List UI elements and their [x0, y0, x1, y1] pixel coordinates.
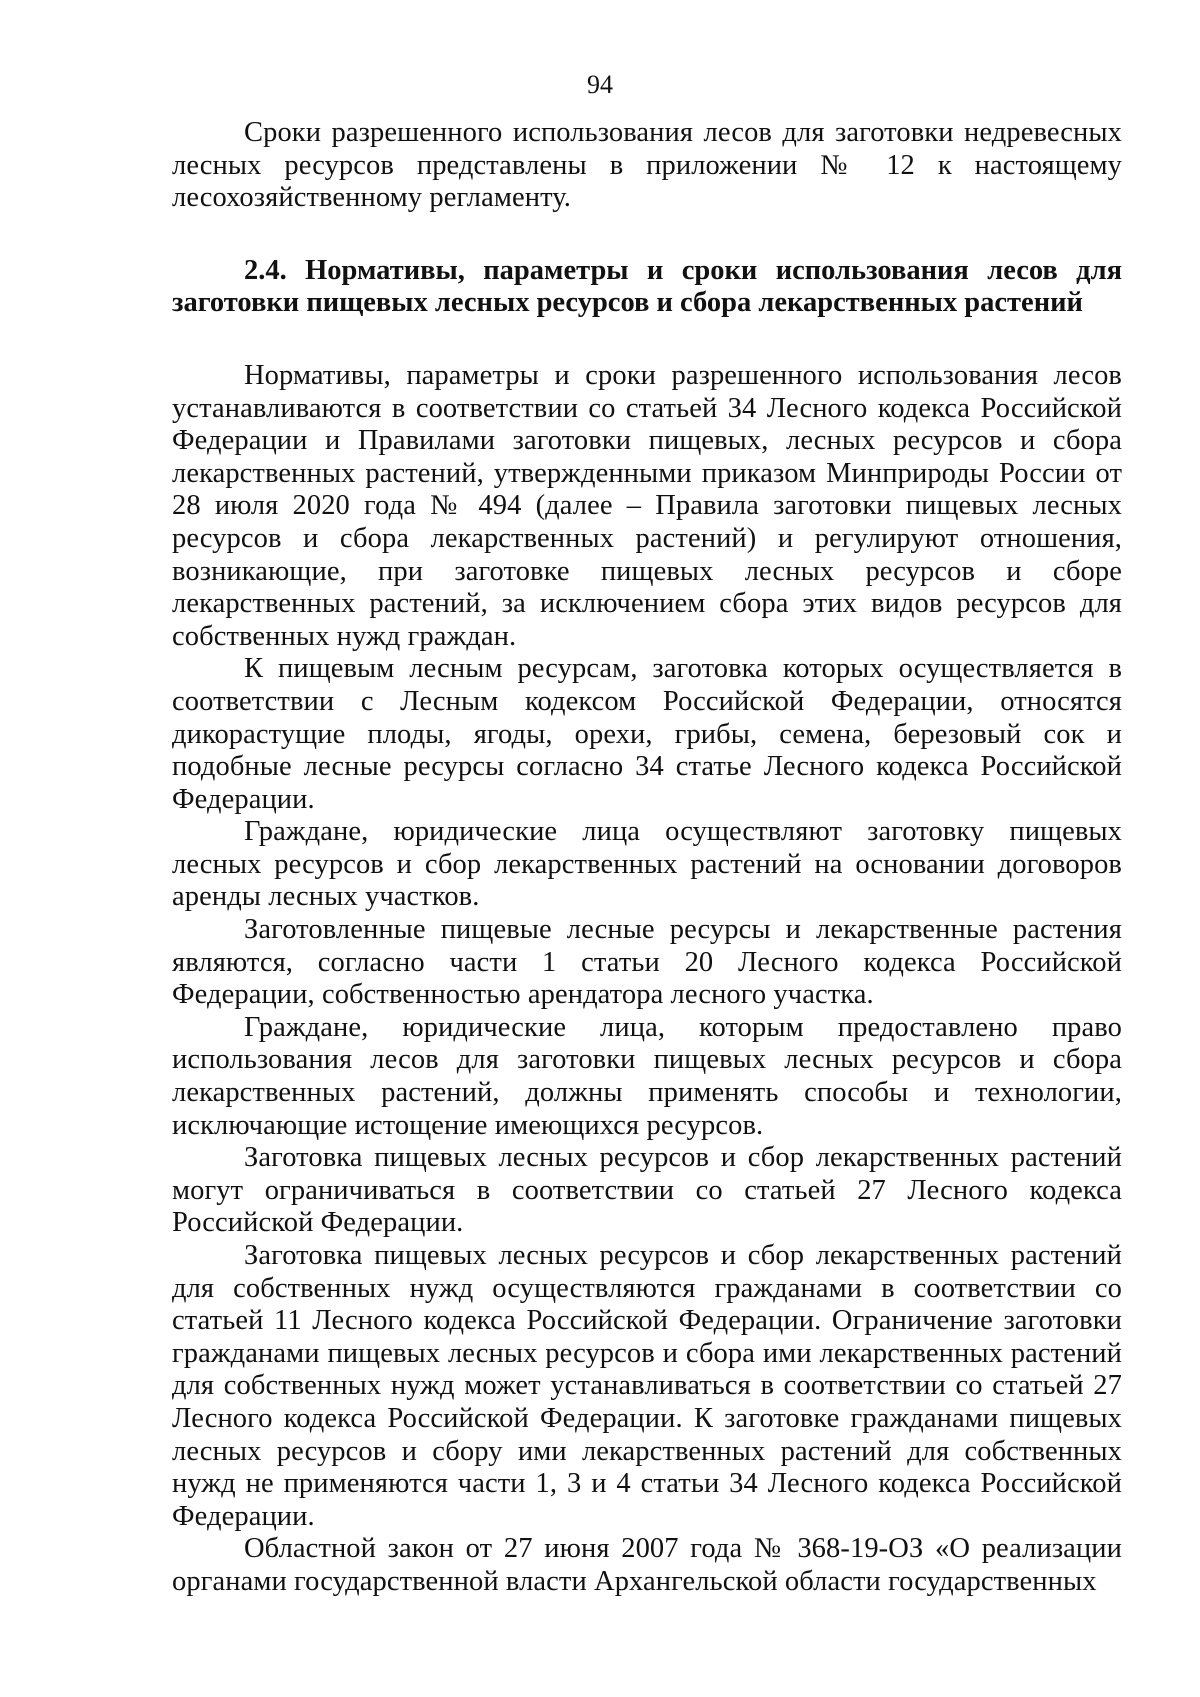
body-paragraph-4: Заготовленные пищевые лесные ресурсы и лекарственные растения являются, согласно части 1 статьи 20 Лесного кодекса Российской Федерации, собственностью арендатора лесного участка.: [172, 914, 1122, 1011]
body-paragraph-6: Заготовка пищевых лесных ресурсов и сбор лекарственных растений могут ограничиваться в соответствии со статьей 27 Лесного кодекса Российской Федерации.: [172, 1142, 1122, 1239]
section-heading: 2.4. Нормативы, параметры и сроки использования лесов для заготовки пищевых лесных ресурсов и сбора лекарственных растений: [172, 254, 1122, 319]
body-paragraph-8: Областной закон от 27 июня 2007 года № 368-19-ОЗ «О реализации органами государственной власти Архангельской области государственных: [172, 1533, 1122, 1597]
intro-paragraph: Сроки разрешенного использования лесов для заготовки недревесных лесных ресурсов представлены в приложении № 12 к настоящему лесохозяйственному регламенту.: [172, 117, 1122, 214]
body-paragraph-2: К пищевым лесным ресурсам, заготовка которых осуществляется в соответствии с Лесным кодексом Российской Федерации, относятся дикорастущие плоды, ягоды, орехи, грибы, семена, березовый сок и подобные лесные ресурсы согласно 34 статье Лесного кодекса Российской Федерации.: [172, 653, 1122, 815]
body-paragraph-7: Заготовка пищевых лесных ресурсов и сбор лекарственных растений для собственных нужд осуществляются гражданами в соответствии со статьей 11 Лесного кодекса Российской Федерации. Ограничение заготовки гражданами пищевых лесных ресурсов и сбора ими лекарственных растений для собственных нужд может устанавливаться в соответствии со статьей 27 Лесного кодекса Российской Федерации. К заготовке гражданами пищевых лесных ресурсов и сбору ими лекарственных растений для собственных нужд не применяются части 1, 3 и 4 статьи 34 Лесного кодекса Российской Федерации.: [172, 1240, 1122, 1532]
body-paragraph-1: Нормативы, параметры и сроки разрешенного использования лесов устанавливаются в соответствии со статьей 34 Лесного кодекса Российской Федерации и Правилами заготовки пищевых, лесных ресурсов и сбора лекарственных растений, утвержденными приказом Минприроды России от 28 июля 2020 года № 494 (далее – Правила заготовки пищевых лесных ресурсов и сбора лекарственных растений) и регулируют отношения, возникающие, при заготовке пищевых лесных ресурсов и сборе лекарственных растений, за исключением сбора этих видов ресурсов для собственных нужд граждан.: [172, 359, 1122, 652]
body-paragraph-3: Граждане, юридические лица осуществляют заготовку пищевых лесных ресурсов и сбор лекарственных растений на основании договоров аренды лесных участков.: [172, 816, 1122, 913]
body-paragraph-5: Граждане, юридические лица, которым предоставлено право использования лесов для заготовки пищевых лесных ресурсов и сбора лекарственных растений, должны применять способы и технологии, исключающие истощение имеющихся ресурсов.: [172, 1011, 1122, 1141]
page-content: [172, 117, 1122, 1599]
page-number: 94: [587, 70, 613, 99]
